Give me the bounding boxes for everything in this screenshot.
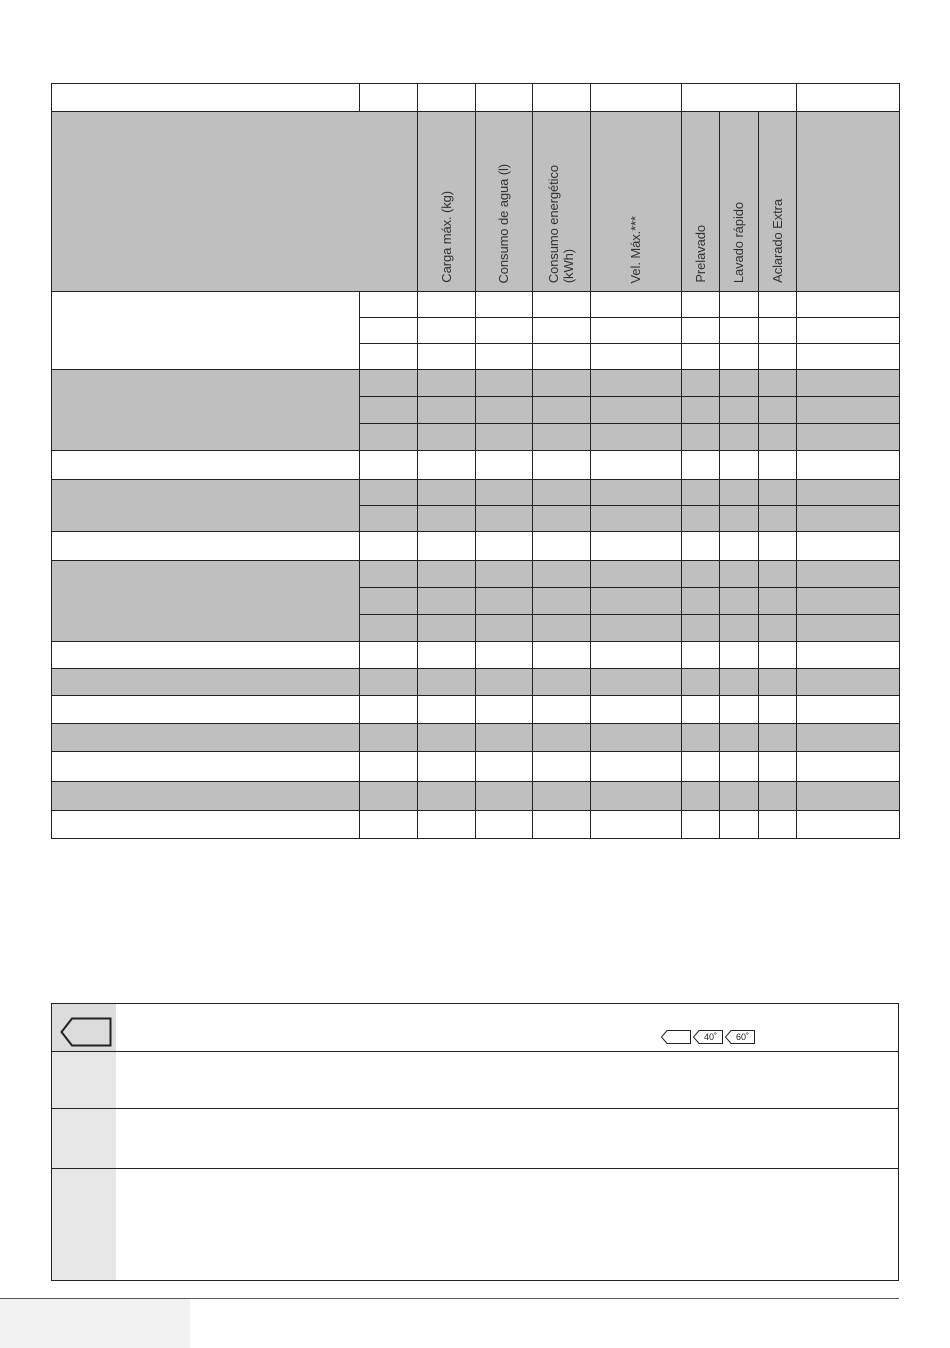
table-cell: [682, 669, 720, 696]
table-cell: [476, 480, 533, 506]
table-cell: [682, 370, 720, 397]
table-cell: [476, 397, 533, 424]
table-cell: [720, 669, 759, 696]
table-cell: [591, 696, 682, 724]
programme-name-cell: [52, 480, 360, 532]
table-cell: [360, 318, 418, 344]
table-cell: [682, 811, 720, 839]
table-cell: [720, 451, 759, 480]
table-cell: [682, 318, 720, 344]
table-cell: [533, 344, 591, 370]
header-prewash-label: Prelavado: [692, 225, 708, 283]
table-cell: [591, 424, 682, 451]
legend-icon-cell: [52, 1052, 117, 1109]
table-cell: [533, 506, 591, 532]
table-cell: [759, 344, 797, 370]
table-row: [52, 669, 900, 696]
table-cell: [759, 480, 797, 506]
table-cell: [418, 344, 476, 370]
table-cell: [720, 724, 759, 752]
table-cell: [720, 696, 759, 724]
table-cell: [720, 782, 759, 811]
table-row: [52, 782, 900, 811]
table-cell: [533, 724, 591, 752]
table-cell: [418, 696, 476, 724]
table-cell: [418, 669, 476, 696]
table-cell: [682, 84, 797, 112]
table-cell: [759, 424, 797, 451]
table-cell: [533, 424, 591, 451]
tag-60-label: 60˚: [736, 1032, 750, 1042]
table-cell: [476, 561, 533, 588]
table-cell: [360, 811, 418, 839]
legend-icon-cell: [52, 1169, 117, 1281]
table-cell: [418, 424, 476, 451]
table-cell: [360, 424, 418, 451]
table-cell: [682, 532, 720, 561]
table-cell: [418, 532, 476, 561]
header-max-speed-label: Vel. Máx.***: [628, 215, 643, 283]
table-cell: [591, 724, 682, 752]
programme-name-cell: [52, 532, 360, 561]
table-cell: [476, 84, 533, 112]
programme-name-cell: [52, 696, 360, 724]
table-cell: [720, 752, 759, 782]
table-cell: [360, 615, 418, 642]
table-cell: [533, 752, 591, 782]
table-cell: [720, 480, 759, 506]
header-max-load: [418, 112, 476, 292]
legend-icon-cell: [52, 1004, 117, 1052]
table-cell: [418, 84, 476, 112]
table-cell: [797, 724, 900, 752]
programme-name-cell: [52, 370, 360, 451]
table-cell: [476, 811, 533, 839]
tag-icon: [60, 1017, 112, 1047]
legend-table: [51, 1003, 899, 1281]
table-cell: [759, 669, 797, 696]
table-cell: [533, 480, 591, 506]
table-cell: [476, 752, 533, 782]
table-cell: [360, 480, 418, 506]
table-cell: [797, 642, 900, 669]
table-cell: [759, 724, 797, 752]
small-tag-icons: [661, 1030, 755, 1044]
table-cell: [720, 811, 759, 839]
table-cell: [533, 370, 591, 397]
table-cell: [476, 424, 533, 451]
table-cell: [759, 397, 797, 424]
programme-name-cell: [52, 451, 360, 480]
header-max-load-label: Carga máx. (kg): [438, 191, 454, 283]
table-cell: [533, 561, 591, 588]
legend-row: [52, 1109, 899, 1169]
table-cell: [533, 318, 591, 344]
table-cell: [418, 318, 476, 344]
header-energy: [533, 112, 591, 292]
table-cell: [797, 370, 900, 397]
table-cell: [533, 397, 591, 424]
table-cell: [418, 588, 476, 615]
table-cell: [418, 506, 476, 532]
legend-text-cell: [116, 1004, 899, 1052]
table-cell: [476, 451, 533, 480]
table-cell: [591, 344, 682, 370]
table-cell: [360, 506, 418, 532]
table-row: [52, 292, 900, 318]
table-row: [52, 532, 900, 561]
table-cell: [682, 615, 720, 642]
table-row: [52, 696, 900, 724]
table-cell: [533, 642, 591, 669]
table-cell: [682, 561, 720, 588]
table-cell: [418, 811, 476, 839]
table-cell: [360, 669, 418, 696]
table-cell: [682, 752, 720, 782]
table-cell: [533, 615, 591, 642]
header-water-label: Consumo de agua (l): [496, 163, 511, 283]
header-last-cell: [797, 112, 900, 292]
table-cell: [591, 84, 682, 112]
table-cell: [720, 424, 759, 451]
legend-row: [52, 1052, 899, 1109]
table-cell: [720, 370, 759, 397]
table-cell: [720, 397, 759, 424]
table-cell: [720, 344, 759, 370]
table-cell: [797, 506, 900, 532]
table-cell: [591, 669, 682, 696]
table-cell: [360, 397, 418, 424]
table-cell: [591, 292, 682, 318]
table-cell: [759, 292, 797, 318]
table-cell: [476, 696, 533, 724]
table-cell: [360, 588, 418, 615]
table-row: [52, 480, 900, 506]
table-cell: [720, 318, 759, 344]
programme-name-cell: [52, 669, 360, 696]
table-cell: [591, 532, 682, 561]
table-cell: [476, 532, 533, 561]
programme-name-cell: [52, 811, 360, 839]
table-cell: [476, 782, 533, 811]
table-cell: [797, 588, 900, 615]
tag-40-icon: [693, 1030, 723, 1044]
table-cell: [360, 84, 418, 112]
table-cell: [797, 752, 900, 782]
header-quick-wash-label: Lavado rápido: [731, 201, 746, 283]
table-cell: [682, 782, 720, 811]
table-cell: [797, 782, 900, 811]
table-cell: [533, 84, 591, 112]
table-cell: [476, 370, 533, 397]
table-cell: [360, 561, 418, 588]
table-cell: [591, 615, 682, 642]
table-cell: [476, 506, 533, 532]
programme-name-cell: [52, 292, 360, 370]
table-cell: [797, 696, 900, 724]
header-programme-cell: [52, 112, 418, 292]
table-cell: [476, 724, 533, 752]
table-cell: [797, 561, 900, 588]
table-cell: [418, 451, 476, 480]
table-cell: [797, 318, 900, 344]
table-cell: [797, 532, 900, 561]
header-extra-rinse-label: Aclarado Extra: [769, 199, 785, 283]
table-cell: [682, 724, 720, 752]
table-cell: [591, 561, 682, 588]
header-max-speed: [591, 112, 682, 292]
table-cell: [591, 480, 682, 506]
table-top-row: [52, 84, 900, 112]
table-cell: [533, 811, 591, 839]
table-cell: [591, 588, 682, 615]
table-cell: [360, 370, 418, 397]
table-cell: [591, 451, 682, 480]
table-cell: [720, 561, 759, 588]
header-extra-rinse: [759, 112, 797, 292]
table-cell: [476, 588, 533, 615]
table-cell: [418, 752, 476, 782]
legend-row: [52, 1169, 899, 1281]
table-cell: [533, 451, 591, 480]
table-cell: [797, 84, 900, 112]
table-cell: [418, 782, 476, 811]
table-cell: [533, 588, 591, 615]
table-cell: [682, 451, 720, 480]
programme-name-cell: [52, 561, 360, 642]
table-cell: [720, 292, 759, 318]
table-cell: [476, 669, 533, 696]
table-cell: [533, 669, 591, 696]
programme-name-cell: [52, 752, 360, 782]
table-cell: [682, 588, 720, 615]
table-cell: [797, 397, 900, 424]
table-cell: [797, 292, 900, 318]
table-cell: [720, 642, 759, 669]
table-cell: [759, 782, 797, 811]
table-cell: [418, 397, 476, 424]
table-cell: [418, 370, 476, 397]
table-row: [52, 370, 900, 397]
legend-text-cell: [116, 1169, 899, 1281]
table-cell: [797, 344, 900, 370]
table-cell: [360, 642, 418, 669]
table-cell: [720, 506, 759, 532]
table-cell: [759, 506, 797, 532]
table-cell: [533, 292, 591, 318]
table-cell: [591, 506, 682, 532]
legend-row: [52, 1004, 899, 1052]
header-water: [476, 112, 533, 292]
table-cell: [682, 344, 720, 370]
table-header-row: [52, 112, 900, 292]
table-cell: [360, 292, 418, 318]
table-cell: [720, 615, 759, 642]
tag-icon: [661, 1030, 691, 1044]
table-cell: [418, 642, 476, 669]
legend-text-cell: [116, 1109, 899, 1169]
table-cell: [797, 480, 900, 506]
table-cell: [360, 752, 418, 782]
programme-table: [51, 83, 900, 839]
table-cell: [759, 752, 797, 782]
table-cell: [759, 318, 797, 344]
table-cell: [682, 480, 720, 506]
header-quick-wash: [720, 112, 759, 292]
table-cell: [720, 588, 759, 615]
legend-text-cell: [116, 1052, 899, 1109]
table-cell: [360, 451, 418, 480]
table-cell: [759, 696, 797, 724]
table-cell: [759, 588, 797, 615]
table-cell: [759, 532, 797, 561]
table-cell: [797, 615, 900, 642]
table-cell: [797, 669, 900, 696]
table-cell: [418, 480, 476, 506]
table-cell: [759, 370, 797, 397]
table-cell: [476, 615, 533, 642]
programme-name-cell: [52, 724, 360, 752]
table-row: [52, 561, 900, 588]
tag-40-label: 40˚: [704, 1032, 718, 1042]
table-cell: [797, 424, 900, 451]
table-cell: [591, 318, 682, 344]
programme-name-cell: [52, 642, 360, 669]
table-cell: [533, 696, 591, 724]
table-cell: [418, 561, 476, 588]
header-energy-label: Consumo energético (kWh): [545, 164, 576, 283]
table-cell: [591, 782, 682, 811]
table-cell: [360, 532, 418, 561]
table-cell: [682, 424, 720, 451]
table-cell: [720, 532, 759, 561]
table-cell: [759, 642, 797, 669]
tag-60-icon: [725, 1030, 755, 1044]
table-cell: [476, 292, 533, 318]
table-cell: [759, 561, 797, 588]
table-cell: [418, 615, 476, 642]
table-cell: [797, 451, 900, 480]
table-cell: [682, 642, 720, 669]
table-cell: [360, 696, 418, 724]
table-row: [52, 724, 900, 752]
table-cell: [418, 292, 476, 318]
table-cell: [360, 782, 418, 811]
table-cell: [52, 84, 360, 112]
programme-name-cell: [52, 782, 360, 811]
table-row: [52, 642, 900, 669]
table-cell: [533, 782, 591, 811]
table-cell: [591, 642, 682, 669]
table-row: [52, 451, 900, 480]
table-cell: [476, 642, 533, 669]
table-cell: [759, 811, 797, 839]
table-cell: [682, 506, 720, 532]
table-cell: [797, 811, 900, 839]
table-cell: [360, 724, 418, 752]
table-row: [52, 752, 900, 782]
legend-icon-cell: [52, 1109, 117, 1169]
table-cell: [591, 370, 682, 397]
table-cell: [591, 752, 682, 782]
table-cell: [759, 451, 797, 480]
footer-block: [0, 1299, 190, 1348]
header-prewash: [682, 112, 720, 292]
table-cell: [476, 318, 533, 344]
table-cell: [476, 344, 533, 370]
table-cell: [533, 532, 591, 561]
table-cell: [591, 397, 682, 424]
table-cell: [418, 724, 476, 752]
table-cell: [591, 811, 682, 839]
table-cell: [682, 292, 720, 318]
table-cell: [682, 696, 720, 724]
table-cell: [759, 615, 797, 642]
table-cell: [360, 344, 418, 370]
table-cell: [682, 397, 720, 424]
table-row: [52, 811, 900, 839]
